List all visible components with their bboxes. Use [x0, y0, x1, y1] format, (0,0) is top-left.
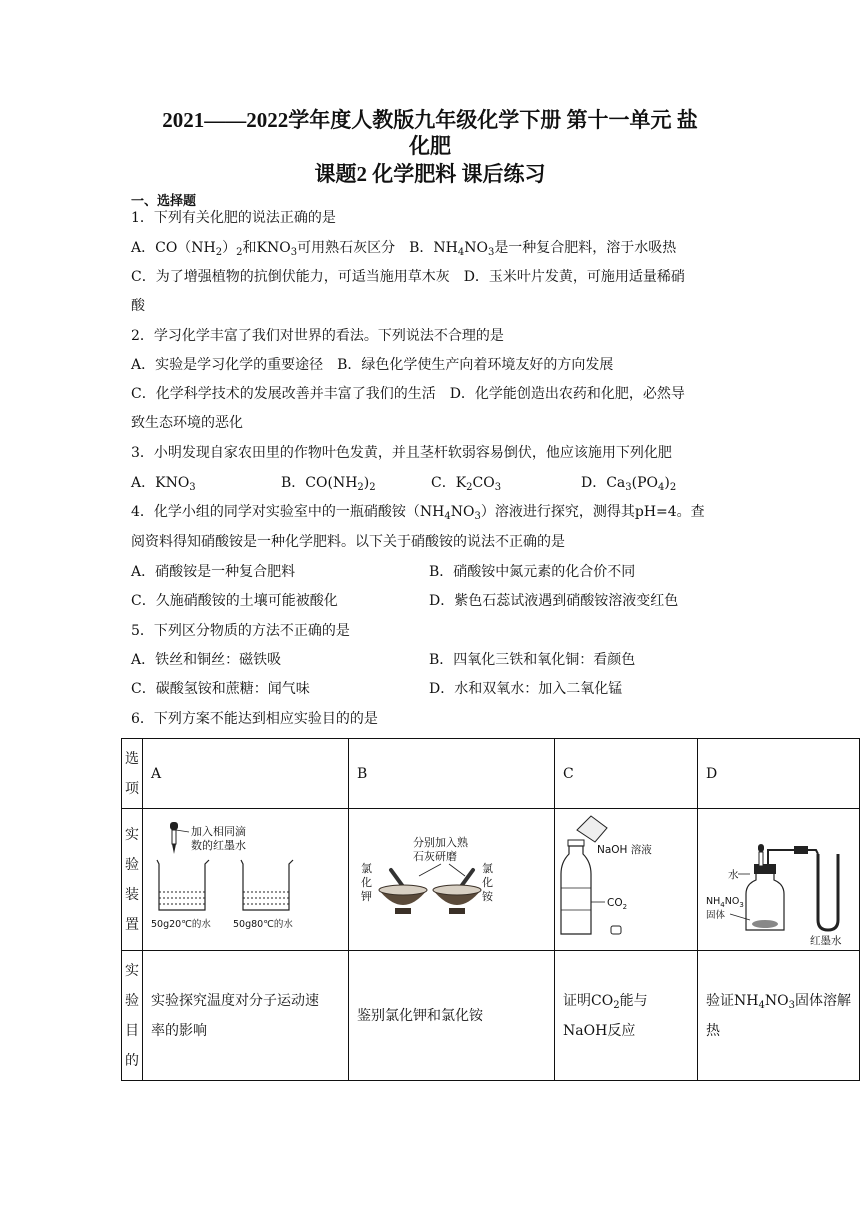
- purpose-c: [555, 951, 698, 1081]
- fig-b-left-char: 化: [361, 875, 373, 889]
- dropper-icon: [170, 822, 178, 854]
- label-char: 置: [125, 916, 140, 933]
- q3-option-b: [281, 474, 376, 492]
- row-label-purpose: [122, 951, 143, 1081]
- dropper-icon: [758, 844, 764, 866]
- q1-a-sub: 3: [290, 247, 298, 258]
- purpose-c-text: 证明CO: [563, 992, 614, 1009]
- section-heading: 一、选择题: [131, 194, 197, 209]
- q4-stem-text: NO: [450, 504, 475, 520]
- fig-d-solid-text: NH: [706, 895, 721, 907]
- fig-d-ink-label: 红墨水: [810, 934, 842, 947]
- fig-b-left-char: 钾: [361, 889, 373, 903]
- q1-a-sub: 2: [215, 247, 223, 258]
- apparatus-b: [349, 809, 555, 951]
- page-title: [120, 107, 740, 159]
- fig-c-naoh-label: NaOH 溶液: [597, 843, 652, 856]
- q3-d-text: D．Ca: [581, 475, 626, 491]
- q4-option-c: C．久施硝酸铵的土壤可能被酸化: [131, 593, 338, 609]
- q1-a-text: 和KNO: [242, 240, 291, 256]
- q3-b-sub: 2: [369, 482, 376, 493]
- q2-stem: 2．学习化学丰富了我们对世界的看法。下列说法不合理的是: [131, 328, 504, 344]
- q3-option-a: [131, 474, 196, 492]
- fig-d-solid-label: [706, 896, 744, 909]
- q2-options-ab: A．实验是学习化学的重要途径 B．绿色化学使生产向着环境友好的方向发展: [131, 357, 614, 373]
- q3-d-text: (PO: [631, 475, 659, 491]
- fig-a-label-2: 数的红墨水: [191, 838, 247, 852]
- mortars-figure: [349, 810, 554, 950]
- fig-b-right-char: 氯: [482, 861, 494, 875]
- label-char: 装: [125, 886, 140, 903]
- flask-icon: [746, 864, 784, 930]
- purpose-c-sub: 2: [613, 999, 620, 1011]
- q1-a-sub: 2: [236, 247, 243, 258]
- fig-b-right-char: 铵: [482, 889, 494, 903]
- q1-options-ab: [131, 239, 676, 257]
- purpose-c-text: 能与: [619, 992, 648, 1009]
- q3-c-text: C．K: [431, 475, 467, 491]
- fig-b-right-char: 化: [482, 875, 494, 889]
- fig-d-solid-sub: 3: [739, 900, 744, 909]
- experiment-table: [121, 738, 860, 1081]
- q4-stem-cont: 阅资料得知硝酸铵是一种化学肥料。以下关于硝酸铵的说法不正确的是: [131, 534, 565, 550]
- q1-options-cd: C．为了增强植物的抗倒伏能力，可适当施用草木灰 D．玉米叶片发黄，可施用适量稀硝: [131, 269, 685, 285]
- purpose-a-line1: 实验探究温度对分子运动速: [151, 992, 320, 1009]
- label-char: 选: [125, 750, 140, 767]
- fig-c-co2-text: CO: [607, 896, 623, 909]
- q4-stem: [131, 503, 705, 521]
- q2-options-cd-cont: 致生态环境的恶化: [131, 415, 243, 431]
- q3-c-sub: 2: [466, 482, 473, 493]
- q4-option-b: B．硝酸铵中氮元素的化合价不同: [429, 564, 636, 580]
- fig-d-solid-label-2: 固体: [706, 909, 726, 921]
- bottle-icon: [561, 840, 591, 934]
- fig-d-water-label: 水: [728, 868, 739, 881]
- fig-b-top-1: 分别加入熟: [413, 835, 469, 849]
- purpose-d-text: 固体溶解: [795, 992, 851, 1009]
- q5-option-a: A．铁丝和铜丝：磁铁吸: [131, 652, 282, 668]
- q3-option-d: [581, 474, 676, 492]
- purpose-d-line1: [706, 986, 851, 1016]
- q1-b-text: NO: [464, 240, 488, 256]
- q4-stem-sub: 3: [474, 511, 481, 522]
- purpose-d-text: 验证NH: [706, 992, 759, 1009]
- q1-a-text: 可用熟石灰区分: [297, 240, 396, 256]
- q4-option-a: A．硝酸铵是一种复合肥料: [131, 564, 296, 580]
- q1-a-text: ）: [222, 240, 237, 256]
- q3-stem: 3．小明发现自家农田里的作物叶色发黄，并且茎杆软弱容易倒伏，他应该施用下列化肥: [131, 445, 672, 461]
- option-b-header: B: [349, 739, 555, 809]
- q1-b-text: 是一种复合肥料，溶于水吸热: [494, 240, 677, 256]
- fig-d-solid-sub: 4: [720, 900, 725, 909]
- purpose-c-line1: [563, 986, 689, 1016]
- label-char: 实: [125, 826, 140, 843]
- table-row-purpose: [122, 951, 860, 1081]
- fig-a-beaker1-label: 50g20℃的水: [151, 918, 211, 930]
- purpose-c-line2: NaOH反应: [563, 1022, 636, 1039]
- option-c-header: C: [555, 739, 698, 809]
- apparatus-d: [698, 809, 860, 951]
- option-a-header: A: [143, 739, 349, 809]
- apparatus-a: [143, 809, 349, 951]
- purpose-d-sub: 3: [788, 999, 795, 1011]
- apparatus-c: [555, 809, 698, 951]
- q3-d-sub: 4: [658, 482, 665, 493]
- q2-options-cd: C．化学科学技术的发展改善并丰富了我们的生活 D．化学能创造出农药和化肥，必然导: [131, 386, 685, 402]
- cap-icon: [611, 926, 621, 934]
- label-char: 实: [125, 962, 140, 979]
- bottle-figure: [555, 810, 697, 950]
- table-row-apparatus: [122, 809, 860, 951]
- fig-c-co2-label: [607, 897, 627, 911]
- purpose-b: 鉴别氯化钾和氯化铵: [349, 951, 555, 1081]
- q5-stem: 5．下列区分物质的方法不正确的是: [131, 623, 350, 639]
- q1-b-sub: 4: [457, 247, 465, 258]
- q1-b-text: B．NH: [409, 240, 458, 256]
- row-label-apparatus: [122, 809, 143, 951]
- q3-d-sub: 3: [625, 482, 632, 493]
- fig-c-co2-sub: 2: [622, 902, 628, 911]
- purpose-a-line2: 率的影响: [151, 1022, 208, 1039]
- fig-a-beaker2-label: 50g80℃的水: [233, 918, 293, 930]
- q3-d-text: ): [664, 475, 670, 491]
- q1-a-text: A．CO（NH: [131, 240, 216, 256]
- q3-b-text: ): [363, 475, 370, 491]
- purpose-d-line2: 热: [706, 1022, 721, 1039]
- title-line-2: 化肥: [409, 134, 451, 158]
- mortar-icon: [433, 870, 481, 914]
- fig-b-left-char: 氯: [361, 861, 373, 875]
- q4-stem-sub: 4: [444, 511, 451, 522]
- q4-option-d: D．紫色石蕊试液遇到硝酸铵溶液变红色: [429, 593, 679, 609]
- q3-c-sub: 3: [494, 482, 502, 493]
- label-char: 目: [125, 1022, 140, 1039]
- label-char: 的: [125, 1052, 140, 1069]
- mortar-icon: [379, 870, 427, 914]
- q3-a-sub: 3: [189, 482, 196, 493]
- row-label-option: [122, 739, 143, 809]
- q3-b-text: B．CO(NH: [281, 475, 358, 491]
- beaker-icon: [157, 860, 209, 910]
- beakers-dropper-figure: [143, 810, 348, 950]
- q3-b-sub: 2: [357, 482, 364, 493]
- q5-option-d: D．水和双氧水：加入二氧化锰: [429, 681, 623, 697]
- flask-utube-figure: [698, 810, 858, 950]
- q1-b-sub: 3: [487, 247, 495, 258]
- q5-option-b: B．四氧化三铁和氧化铜：看颜色: [429, 652, 636, 668]
- q6-stem: 6．下列方案不能达到相应实验目的的是: [131, 711, 378, 727]
- q3-a-text: A．KNO: [131, 475, 190, 491]
- q1-options-cd-cont: 酸: [131, 298, 145, 314]
- label-char: 验: [125, 856, 140, 873]
- beaker-icon: [241, 860, 293, 910]
- pouring-beaker-icon: [577, 816, 607, 842]
- q3-c-text: CO: [472, 475, 495, 491]
- purpose-d: [698, 951, 860, 1081]
- fig-d-solid-text: NO: [724, 895, 740, 907]
- fig-a-label-1: 加入相同滴: [191, 824, 247, 838]
- title-line-1: 2021——2022学年度人教版九年级化学下册 第十一单元 盐: [162, 108, 698, 132]
- page-subtitle: 课题2 化学肥料 课后练习: [314, 162, 546, 186]
- q4-stem-text: ）溶液进行探究，测得其pH=4。查: [480, 504, 705, 520]
- q4-stem-text: 4．化学小组的同学对实验室中的一瓶硝酸铵（NH: [131, 504, 445, 520]
- label-char: 项: [125, 780, 140, 797]
- table-row-options: [122, 739, 860, 809]
- purpose-d-text: NO: [764, 992, 789, 1009]
- fig-b-top-2: 石灰研磨: [413, 849, 458, 863]
- q3-d-sub: 2: [669, 482, 677, 493]
- q1-stem: 1．下列有关化肥的说法正确的是: [131, 210, 336, 226]
- q3-option-c: [431, 474, 501, 492]
- option-d-header: D: [698, 739, 860, 809]
- q5-option-c: C．碳酸氢铵和蔗糖：闻气味: [131, 681, 310, 697]
- label-char: 验: [125, 992, 140, 1009]
- purpose-d-sub: 4: [758, 999, 765, 1011]
- purpose-a: [143, 951, 349, 1081]
